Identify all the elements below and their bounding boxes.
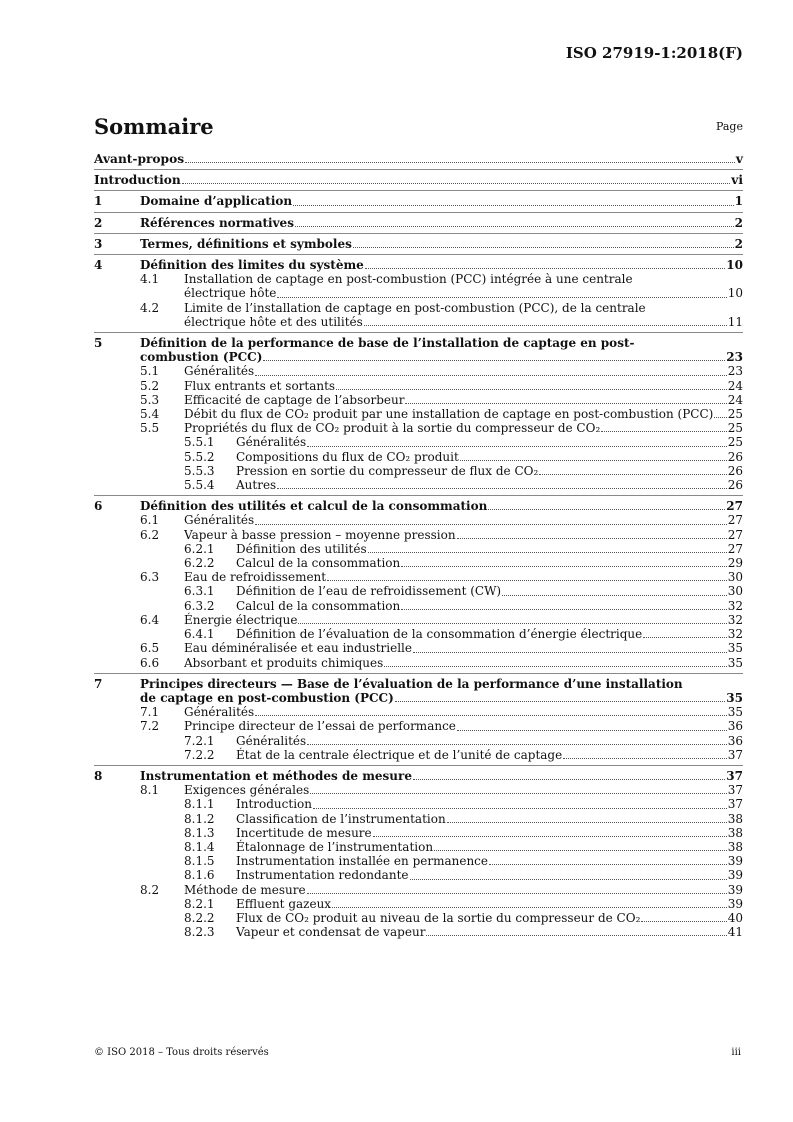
toc-entry-label: Instrumentation installée en permanence xyxy=(236,854,488,869)
toc-entry-page: 25 xyxy=(727,407,743,422)
toc-entry[interactable] xyxy=(94,673,743,691)
footer-page-number: iii xyxy=(731,1047,741,1058)
toc-entry-page: 38 xyxy=(727,811,743,826)
toc-entry-page: 36 xyxy=(727,733,743,748)
toc-entry-page: 29 xyxy=(727,556,743,571)
toc-entry-label: Instrumentation et méthodes de mesure xyxy=(140,768,412,783)
toc-entry[interactable] xyxy=(94,464,743,478)
toc-entry-label: État de la centrale électrique et de l’unité de captage xyxy=(236,747,563,762)
toc-entry-label: Calcul de la consommation xyxy=(236,556,401,571)
toc-entry-number: 6.2.2 xyxy=(184,556,215,571)
toc-dot-leader xyxy=(413,652,727,653)
toc-entry[interactable] xyxy=(94,748,743,762)
toc-entry-number: 6.3 xyxy=(140,570,160,585)
toc-entry[interactable] xyxy=(94,641,743,655)
toc-entry-label: Flux entrants et sortants xyxy=(184,378,336,393)
toc-dot-leader xyxy=(410,879,727,880)
toc-entry-number: 5.5 xyxy=(140,421,160,436)
toc-entry-number: 6 xyxy=(94,499,103,514)
toc-entry[interactable] xyxy=(94,379,743,393)
toc-entry-page: 35 xyxy=(727,641,743,656)
toc-entry-label: Généralités xyxy=(184,513,255,528)
toc-entry-label: électrique hôte et des utilités xyxy=(184,314,363,329)
toc-entry-number: 5.1 xyxy=(140,364,160,379)
toc-entry[interactable] xyxy=(94,150,743,166)
toc-entry-label: Définition des utilités et calcul de la consommation xyxy=(140,499,488,514)
toc-entry-label: Absorbant et produits chimiques xyxy=(184,655,384,670)
toc-entry-label: Principe directeur de l’essai de performance xyxy=(184,719,456,734)
page-title: Sommaire xyxy=(94,114,214,139)
toc-entry-page: 32 xyxy=(727,627,743,642)
toc-entry-page: 27 xyxy=(727,527,743,542)
toc-entry-number: 7.1 xyxy=(140,705,160,720)
toc-entry-label: Vapeur à basse pression – moyenne pression xyxy=(184,527,456,542)
toc-entry[interactable] xyxy=(94,734,743,748)
toc-entry-page: 26 xyxy=(727,449,743,464)
table-of-contents xyxy=(94,150,743,939)
toc-dot-leader xyxy=(401,609,726,610)
toc-entry-number: 6.2 xyxy=(140,527,160,542)
toc-entry-page: 27 xyxy=(727,541,743,556)
toc-dot-leader xyxy=(307,446,727,447)
toc-entry-number: 1 xyxy=(94,194,103,209)
toc-dot-leader xyxy=(401,566,726,567)
toc-entry-label: Propriétés du flux de CO₂ produit à la sortie du compresseur de CO₂ xyxy=(184,421,601,436)
toc-entry[interactable] xyxy=(94,169,743,187)
toc-entry-page: 11 xyxy=(727,314,743,329)
toc-entry-label: Pression en sortie du compresseur de flux de CO₂ xyxy=(236,463,539,478)
toc-entry[interactable] xyxy=(94,570,743,584)
toc-entry-label: Définition des limites du système xyxy=(140,258,364,273)
toc-entry-label: Installation de captage en post-combustion (PCC) intégrée à une centrale xyxy=(184,272,633,287)
toc-entry-page: 41 xyxy=(727,925,743,940)
toc-entry-label: Eau de refroidissement xyxy=(184,570,327,585)
toc-entry-number: 6.4 xyxy=(140,612,160,627)
toc-entry[interactable] xyxy=(94,783,743,797)
toc-entry-number: 8.2.1 xyxy=(184,896,215,911)
toc-entry-page: 39 xyxy=(727,868,743,883)
toc-dot-leader xyxy=(353,247,734,248)
toc-entry-label: Généralités xyxy=(236,733,307,748)
toc-entry-number: 7.2 xyxy=(140,719,160,734)
toc-entry-page: 37 xyxy=(727,797,743,812)
toc-entry-number: 7.2.2 xyxy=(184,747,215,762)
toc-entry-number: 6.4.1 xyxy=(184,627,215,642)
toc-dot-leader xyxy=(601,431,726,432)
toc-entry[interactable] xyxy=(94,421,743,435)
toc-dot-leader xyxy=(327,580,727,581)
toc-entry[interactable] xyxy=(94,840,743,854)
toc-entry-number: 5.3 xyxy=(140,392,160,407)
toc-entry-label: Étalonnage de l’instrumentation xyxy=(236,839,434,854)
toc-entry[interactable] xyxy=(94,627,743,641)
toc-entry-number: 5.4 xyxy=(140,407,160,422)
toc-entry-page: 24 xyxy=(727,378,743,393)
toc-entry-number: 8.1.2 xyxy=(184,811,215,826)
toc-entry-label: électrique hôte xyxy=(184,286,277,301)
toc-entry-page: 35 xyxy=(727,655,743,670)
toc-entry-page: 2 xyxy=(734,215,743,230)
toc-dot-leader xyxy=(460,460,727,461)
toc-entry-number: 6.3.1 xyxy=(184,584,215,599)
toc-entry-label: Généralités xyxy=(184,705,255,720)
toc-dot-leader xyxy=(307,893,727,894)
toc-entry-label: Autres xyxy=(236,478,277,493)
toc-entry-label: Avant-propos xyxy=(94,152,185,166)
toc-entry-page: 37 xyxy=(727,747,743,762)
toc-dot-leader xyxy=(293,205,734,206)
toc-entry-label: Effluent gazeux xyxy=(236,896,332,911)
toc-dot-leader xyxy=(373,836,727,837)
toc-entry-label: Limite de l’installation de captage en post-combustion (PCC), de la centrale xyxy=(184,300,646,315)
toc-entry[interactable] xyxy=(94,868,743,882)
toc-entry-page: 24 xyxy=(727,392,743,407)
toc-dot-leader xyxy=(255,715,727,716)
toc-entry[interactable] xyxy=(94,765,743,783)
toc-entry-number: 7 xyxy=(94,676,103,691)
toc-dot-leader xyxy=(405,403,726,404)
toc-entry-page: 36 xyxy=(727,719,743,734)
toc-entry-number: 3 xyxy=(94,236,103,251)
toc-entry-number: 8.1.6 xyxy=(184,868,215,883)
toc-entry-page: 38 xyxy=(727,825,743,840)
toc-entry-page: 10 xyxy=(727,286,743,301)
toc-entry-number: 4.1 xyxy=(140,272,160,287)
toc-entry-page: 27 xyxy=(726,499,743,514)
toc-entry[interactable] xyxy=(94,407,743,421)
toc-entry-number: 8.2.3 xyxy=(184,925,215,940)
toc-entry-number: 7.2.1 xyxy=(184,733,215,748)
toc-dot-leader xyxy=(263,360,725,361)
toc-entry-label: Définition de la performance de base de l’installation de captage en post- xyxy=(140,336,635,351)
toc-entry-number: 5 xyxy=(94,336,103,351)
toc-dot-leader xyxy=(539,474,726,475)
toc-entry-page: 27 xyxy=(727,513,743,528)
toc-dot-leader xyxy=(182,183,730,184)
toc-entry-page: 30 xyxy=(727,584,743,599)
toc-entry-label: Vapeur et condensat de vapeur xyxy=(236,925,426,940)
toc-entry-number: 8.1.3 xyxy=(184,825,215,840)
toc-dot-leader xyxy=(395,701,726,702)
toc-dot-leader xyxy=(185,162,735,163)
toc-dot-leader xyxy=(364,325,727,326)
toc-entry-page: 35 xyxy=(727,705,743,720)
toc-entry[interactable] xyxy=(94,332,743,350)
document-code: ISO 27919-1:2018(F) xyxy=(565,44,743,62)
toc-entry-page: 39 xyxy=(727,882,743,897)
toc-entry-number: 8.1 xyxy=(140,783,160,798)
toc-entry[interactable] xyxy=(94,542,743,556)
toc-entry-page: 23 xyxy=(727,364,743,379)
toc-entry[interactable] xyxy=(94,719,743,733)
toc-entry-number: 4.2 xyxy=(140,300,160,315)
toc-dot-leader xyxy=(413,779,725,780)
toc-entry-number: 8.1.4 xyxy=(184,839,215,854)
toc-entry-number: 2 xyxy=(94,215,103,230)
toc-entry-page: 37 xyxy=(727,783,743,798)
toc-dot-leader xyxy=(488,509,725,510)
toc-dot-leader xyxy=(447,822,727,823)
toc-entry-number: 6.5 xyxy=(140,641,160,656)
toc-entry-number: 5.5.3 xyxy=(184,463,215,478)
toc-entry-label: Compositions du flux de CO₂ produit xyxy=(236,449,459,464)
footer-copyright: © ISO 2018 – Tous droits réservés xyxy=(94,1047,269,1058)
toc-entry[interactable] xyxy=(94,528,743,542)
toc-entry-label: Introduction xyxy=(236,797,312,812)
toc-entry-label: Incertitude de mesure xyxy=(236,825,372,840)
toc-entry-number: 8.2 xyxy=(140,882,160,897)
toc-entry[interactable] xyxy=(94,364,743,378)
toc-entry-page: 1 xyxy=(734,194,743,209)
toc-entry[interactable] xyxy=(94,911,743,925)
toc-entry[interactable] xyxy=(94,435,743,449)
toc-dot-leader xyxy=(310,793,726,794)
toc-entry-page: vi xyxy=(731,173,743,188)
toc-entry-page: 25 xyxy=(727,421,743,436)
toc-entry-number: 5.5.2 xyxy=(184,449,215,464)
toc-entry[interactable] xyxy=(94,656,743,670)
toc-dot-leader xyxy=(457,538,727,539)
toc-entry-page: 39 xyxy=(727,896,743,911)
toc-entry-number: 8.1.1 xyxy=(184,797,215,812)
toc-entry-label: Principes directeurs — Base de l’évaluation de la performance d’une installation xyxy=(140,676,683,691)
toc-entry-number: 6.3.2 xyxy=(184,598,215,613)
toc-entry-label: Flux de CO₂ produit au niveau de la sortie du compresseur de CO₂ xyxy=(236,910,641,925)
toc-entry[interactable] xyxy=(94,883,743,897)
toc-dot-leader xyxy=(277,488,727,489)
toc-entry-number: 5.5.1 xyxy=(184,435,215,450)
toc-entry-page: v xyxy=(735,152,743,166)
toc-dot-leader xyxy=(563,758,727,759)
toc-entry-number: 6.2.1 xyxy=(184,541,215,556)
toc-entry-label: combustion (PCC) xyxy=(140,350,263,365)
toc-entry-page: 26 xyxy=(727,478,743,493)
toc-dot-leader xyxy=(313,808,727,809)
toc-entry[interactable] xyxy=(94,190,743,208)
toc-dot-leader xyxy=(298,623,726,624)
toc-entry-number: 6.6 xyxy=(140,655,160,670)
toc-entry[interactable] xyxy=(94,301,743,315)
toc-entry-label: Termes, définitions et symboles xyxy=(140,236,352,251)
toc-dot-leader xyxy=(489,864,727,865)
toc-entry[interactable] xyxy=(94,897,743,911)
toc-entry-number: 8.2.2 xyxy=(184,910,215,925)
toc-entry-label: Débit du flux de CO₂ produit par une installation de captage en post-combustion (PCC) xyxy=(184,407,714,422)
toc-entry-page: 23 xyxy=(726,350,743,365)
toc-entry-label: Efficacité de captage de l’absorbeur xyxy=(184,392,405,407)
toc-entry[interactable] xyxy=(94,513,743,527)
toc-entry[interactable] xyxy=(94,691,743,705)
toc-entry-label: Calcul de la consommation xyxy=(236,598,401,613)
toc-entry-page: 32 xyxy=(727,598,743,613)
toc-entry-label: Domaine d’application xyxy=(140,194,293,209)
toc-entry[interactable] xyxy=(94,286,743,300)
toc-entry-page: 40 xyxy=(727,910,743,925)
toc-entry-number: 8 xyxy=(94,768,103,783)
toc-dot-leader xyxy=(255,524,727,525)
toc-entry-label: de captage en post-combustion (PCC) xyxy=(140,690,394,705)
toc-entry-label: Classification de l’instrumentation xyxy=(236,811,446,826)
toc-entry[interactable] xyxy=(94,613,743,627)
toc-entry-label: Références normatives xyxy=(140,215,294,230)
toc-entry[interactable] xyxy=(94,393,743,407)
toc-entry[interactable] xyxy=(94,854,743,868)
toc-entry[interactable] xyxy=(94,705,743,719)
toc-entry-label: Généralités xyxy=(236,435,307,450)
toc-entry-page: 26 xyxy=(727,463,743,478)
toc-entry[interactable] xyxy=(94,826,743,840)
toc-entry-number: 8.1.5 xyxy=(184,854,215,869)
toc-entry-label: Méthode de mesure xyxy=(184,882,306,897)
toc-entry-label: Eau déminéralisée et eau industrielle xyxy=(184,641,412,656)
toc-dot-leader xyxy=(643,637,726,638)
toc-entry[interactable] xyxy=(94,212,743,230)
toc-entry-page: 35 xyxy=(726,690,743,705)
toc-entry-page: 10 xyxy=(726,258,743,273)
toc-entry-label: Instrumentation redondante xyxy=(236,868,409,883)
page-column-label: Page xyxy=(715,120,743,133)
toc-entry-label: Définition des utilités xyxy=(236,541,367,556)
toc-entry[interactable] xyxy=(94,450,743,464)
toc-entry-page: 2 xyxy=(734,236,743,251)
toc-entry-label: Généralités xyxy=(184,364,255,379)
toc-entry-number: 6.1 xyxy=(140,513,160,528)
toc-dot-leader xyxy=(365,268,726,269)
toc-entry-label: Définition de l’évaluation de la consommation d’énergie électrique xyxy=(236,627,643,642)
toc-entry[interactable] xyxy=(94,254,743,272)
toc-entry-page: 30 xyxy=(727,570,743,585)
toc-dot-leader xyxy=(502,595,727,596)
toc-dot-leader xyxy=(277,297,726,298)
toc-entry[interactable] xyxy=(94,812,743,826)
toc-dot-leader xyxy=(714,417,726,418)
toc-entry-number: 5.5.4 xyxy=(184,478,215,493)
toc-dot-leader xyxy=(384,666,726,667)
toc-entry[interactable] xyxy=(94,925,743,939)
toc-dot-leader xyxy=(426,935,726,936)
toc-entry[interactable] xyxy=(94,599,743,613)
toc-entry-label: Introduction xyxy=(94,173,181,188)
toc-entry-page: 38 xyxy=(727,839,743,854)
toc-entry[interactable] xyxy=(94,350,743,364)
toc-entry-number: 5.2 xyxy=(140,378,160,393)
toc-entry[interactable] xyxy=(94,272,743,286)
toc-dot-leader xyxy=(641,921,726,922)
toc-entry[interactable] xyxy=(94,233,743,251)
toc-entry-page: 39 xyxy=(727,854,743,869)
toc-entry[interactable] xyxy=(94,584,743,598)
toc-entry-page: 25 xyxy=(727,435,743,450)
toc-dot-leader xyxy=(434,850,727,851)
toc-dot-leader xyxy=(457,730,727,731)
toc-dot-leader xyxy=(295,226,734,227)
toc-dot-leader xyxy=(336,389,727,390)
toc-dot-leader xyxy=(368,552,727,553)
toc-entry[interactable] xyxy=(94,478,743,492)
toc-entry-label: Exigences générales xyxy=(184,783,310,798)
toc-entry-page: 37 xyxy=(726,768,743,783)
toc-entry-label: Énergie électrique xyxy=(184,612,298,627)
toc-dot-leader xyxy=(332,907,727,908)
toc-dot-leader xyxy=(255,375,727,376)
toc-entry[interactable] xyxy=(94,797,743,811)
toc-dot-leader xyxy=(307,744,727,745)
toc-entry-label: Définition de l’eau de refroidissement (CW) xyxy=(236,584,502,599)
toc-entry[interactable] xyxy=(94,495,743,513)
toc-entry-page: 32 xyxy=(727,612,743,627)
toc-entry-number: 4 xyxy=(94,258,103,273)
toc-entry[interactable] xyxy=(94,556,743,570)
toc-entry[interactable] xyxy=(94,315,743,329)
